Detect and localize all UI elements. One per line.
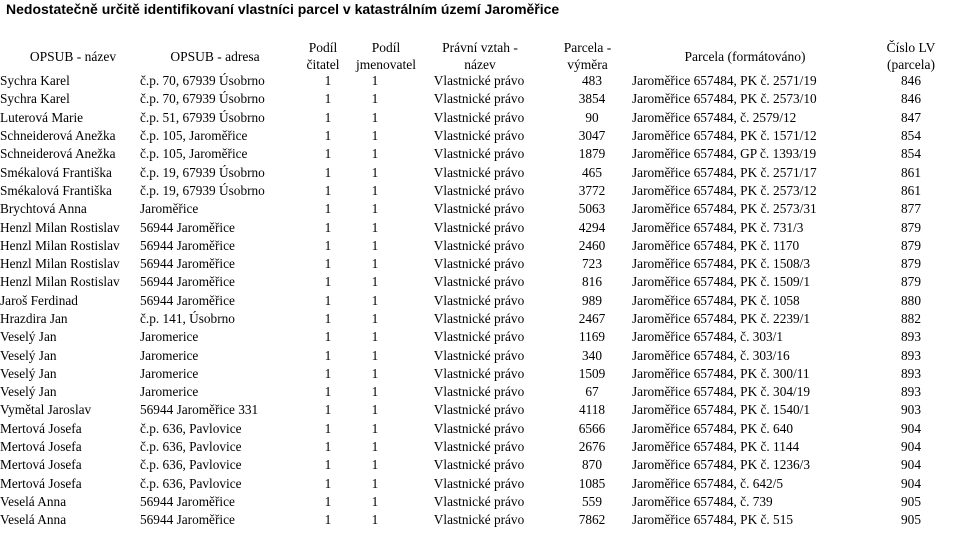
share-numerator-cell: 1 xyxy=(324,402,332,418)
lv-number-cell: 879 xyxy=(901,219,921,235)
owner-name-cell: Henzl Milan Rostislav xyxy=(0,274,120,290)
owner-address-cell: č.p. 19, 67939 Úsobrno xyxy=(140,182,265,198)
table-row xyxy=(0,401,960,419)
parcel-area-cell: 483 xyxy=(582,73,602,89)
owner-address-cell: č.p. 636, Pavlovice xyxy=(140,457,242,473)
legal-right-cell: Vlastnické právo xyxy=(433,256,525,272)
lv-number-cell: 904 xyxy=(901,420,921,436)
parcel-formatted-cell: Jaroměřice 657484, č. 739 xyxy=(632,493,773,509)
share-denominator-cell: 1 xyxy=(371,128,379,144)
legal-right-cell: Vlastnické právo xyxy=(433,182,525,198)
lv-number-cell: 880 xyxy=(901,292,921,308)
owner-name-cell: Jaroš Ferdinad xyxy=(0,292,78,308)
parcel-formatted-cell: Jaroměřice 657484, PK č. 1144 xyxy=(632,439,800,455)
table-row xyxy=(0,365,960,383)
parcel-area-cell: 1509 xyxy=(578,365,606,381)
legal-right-cell: Vlastnické právo xyxy=(433,512,525,528)
header-area-line2: výměra xyxy=(567,57,608,72)
parcel-area-cell: 870 xyxy=(582,457,602,473)
share-denominator-cell: 1 xyxy=(371,164,379,180)
header-lv-line2: (parcela) xyxy=(887,57,935,72)
parcel-formatted-cell: Jaroměřice 657484, PK č. 2571/19 xyxy=(632,73,817,89)
table-row xyxy=(0,127,960,145)
share-numerator-cell: 1 xyxy=(324,420,332,436)
owner-name-cell: Hrazdira Jan xyxy=(0,311,68,326)
share-numerator-cell: 1 xyxy=(324,109,332,125)
owner-name-cell: Veselý Jan xyxy=(0,347,57,363)
share-numerator-cell: 1 xyxy=(324,274,332,290)
legal-right-cell: Vlastnické právo xyxy=(433,201,525,217)
share-numerator-cell: 1 xyxy=(324,439,332,455)
owner-name-cell: Veselá Anna xyxy=(0,493,67,509)
owner-address-cell: č.p. 141, Úsobrno xyxy=(140,311,235,326)
parcel-formatted-cell: Jaroměřice 657484, PK č. 1509/1 xyxy=(632,274,810,290)
owner-name-cell: Veselá Anna xyxy=(0,512,67,528)
owner-address-cell: 56944 Jaroměřice xyxy=(140,237,235,253)
legal-right-cell: Vlastnické právo xyxy=(433,164,525,180)
parcel-formatted-cell: Jaroměřice 657484, PK č. 640 xyxy=(632,420,794,436)
share-numerator-cell: 1 xyxy=(324,329,332,345)
header-share-denominator-line2: jmenovatel xyxy=(356,57,416,72)
lv-number-cell: 854 xyxy=(901,146,921,162)
owner-name-cell: Schneiderová Anežka xyxy=(0,146,116,162)
owner-name-cell: Sychra Karel xyxy=(0,91,70,107)
owner-name-cell: Vymětal Jaroslav xyxy=(0,402,92,418)
parcel-table xyxy=(0,72,960,529)
lv-number-cell: 846 xyxy=(901,91,921,107)
share-numerator-cell: 1 xyxy=(324,91,332,107)
lv-number-cell: 893 xyxy=(901,365,921,381)
owner-address-cell: č.p. 636, Pavlovice xyxy=(140,439,242,455)
table-row xyxy=(0,292,960,310)
owner-address-cell: č.p. 636, Pavlovice xyxy=(140,420,242,436)
owner-name-cell: Veselý Jan xyxy=(0,329,57,345)
share-numerator-cell: 1 xyxy=(324,457,332,473)
parcel-area-cell: 2676 xyxy=(578,439,606,455)
header-right-line2: název xyxy=(464,57,496,72)
owner-address-cell: č.p. 19, 67939 Úsobrno xyxy=(140,164,265,180)
share-numerator-cell: 1 xyxy=(324,512,332,528)
parcel-area-cell: 340 xyxy=(582,347,602,363)
table-row xyxy=(0,273,960,291)
parcel-formatted-cell: Jaroměřice 657484, č. 303/1 xyxy=(632,329,784,345)
table-row xyxy=(0,511,960,529)
table-row xyxy=(0,493,960,511)
owner-name-cell: Henzl Milan Rostislav xyxy=(0,219,120,235)
table-row xyxy=(0,237,960,255)
parcel-formatted-cell: Jaroměřice 657484, PK č. 2573/31 xyxy=(632,201,817,217)
parcel-formatted-cell: Jaroměřice 657484, PK č. 1571/12 xyxy=(632,128,817,144)
share-denominator-cell: 1 xyxy=(371,457,379,473)
lv-number-cell: 847 xyxy=(901,109,921,125)
lv-number-cell: 879 xyxy=(901,237,921,253)
parcel-area-cell: 67 xyxy=(585,384,599,400)
owner-name-cell: Mertová Josefa xyxy=(0,475,82,491)
table-row xyxy=(0,90,960,108)
owner-address-cell: 56944 Jaroměřice xyxy=(140,292,235,308)
owner-address-cell: č.p. 51, 67939 Úsobrno xyxy=(140,109,265,125)
table-row xyxy=(0,163,960,181)
owner-address-cell: Jaromerice xyxy=(140,384,199,400)
owner-address-cell: č.p. 70, 67939 Úsobrno xyxy=(140,91,265,107)
owner-address-cell: č.p. 105, Jaroměřice xyxy=(140,128,248,144)
owner-name-cell: Sychra Karel xyxy=(0,73,70,89)
table-row xyxy=(0,72,960,90)
header-address-label: OPSUB - adresa xyxy=(170,48,260,64)
header-lv xyxy=(862,38,960,74)
header-share-numerator-line1: Podíl xyxy=(308,40,338,55)
header-area-line1: Parcela - xyxy=(563,40,612,55)
parcel-formatted-cell: Jaroměřice 657484, PK č. 1540/1 xyxy=(632,402,810,418)
parcel-formatted-cell: Jaroměřice 657484, PK č. 1170 xyxy=(632,237,800,253)
header-name xyxy=(8,38,138,74)
parcel-formatted-cell: Jaroměřice 657484, č. 2579/12 xyxy=(632,109,797,125)
parcel-formatted-cell: Jaroměřice 657484, PK č. 2571/17 xyxy=(632,164,817,180)
owner-name-cell: Brychtová Anna xyxy=(0,201,87,217)
parcel-area-cell: 1879 xyxy=(578,146,606,162)
parcel-formatted-cell: Jaroměřice 657484, č. 303/16 xyxy=(632,347,790,363)
parcel-area-cell: 90 xyxy=(585,109,599,125)
parcel-area-cell: 989 xyxy=(582,292,602,308)
parcel-area-cell: 2467 xyxy=(578,311,606,326)
share-numerator-cell: 1 xyxy=(324,256,332,272)
owner-address-cell: 56944 Jaroměřice 331 xyxy=(140,402,259,418)
header-area xyxy=(550,38,625,74)
share-denominator-cell: 1 xyxy=(371,512,379,528)
lv-number-cell: 877 xyxy=(901,201,921,217)
header-address xyxy=(150,38,280,74)
share-denominator-cell: 1 xyxy=(371,201,379,217)
owner-name-cell: Veselý Jan xyxy=(0,384,57,400)
owner-address-cell: Jaromerice xyxy=(140,365,199,381)
lv-number-cell: 903 xyxy=(901,402,921,418)
share-numerator-cell: 1 xyxy=(324,182,332,198)
parcel-area-cell: 465 xyxy=(582,164,602,180)
share-numerator-cell: 1 xyxy=(324,73,332,89)
table-row xyxy=(0,145,960,163)
owner-address-cell: Jaromerice xyxy=(140,329,199,345)
share-numerator-cell: 1 xyxy=(324,347,332,363)
header-right-line1: Právní vztah - xyxy=(442,40,518,55)
table-row xyxy=(0,218,960,236)
lv-number-cell: 905 xyxy=(901,512,921,528)
parcel-area-cell: 3854 xyxy=(578,91,606,107)
header-parcel xyxy=(650,38,840,74)
share-denominator-cell: 1 xyxy=(371,146,379,162)
owner-name-cell: Mertová Josefa xyxy=(0,420,82,436)
table-row xyxy=(0,310,960,328)
share-numerator-cell: 1 xyxy=(324,365,332,381)
owner-address-cell: 56944 Jaroměřice xyxy=(140,256,235,272)
owner-address-cell: 56944 Jaroměřice xyxy=(140,274,235,290)
share-numerator-cell: 1 xyxy=(324,201,332,217)
parcel-area-cell: 4118 xyxy=(578,402,606,418)
legal-right-cell: Vlastnické právo xyxy=(433,219,525,235)
share-numerator-cell: 1 xyxy=(324,475,332,491)
legal-right-cell: Vlastnické právo xyxy=(433,402,525,418)
parcel-area-cell: 1085 xyxy=(578,475,606,491)
table-row xyxy=(0,456,960,474)
parcel-formatted-cell: Jaroměřice 657484, PK č. 2573/10 xyxy=(632,91,817,107)
owner-address-cell: č.p. 70, 67939 Úsobrno xyxy=(140,73,265,89)
parcel-formatted-cell: Jaroměřice 657484, č. 642/5 xyxy=(632,475,784,491)
lv-number-cell: 905 xyxy=(901,493,921,509)
owner-name-cell: Smékalová Františka xyxy=(0,182,112,198)
owner-name-cell: Luterová Marie xyxy=(0,109,84,125)
header-share-denominator xyxy=(348,38,424,74)
share-denominator-cell: 1 xyxy=(371,91,379,107)
owner-name-cell: Mertová Josefa xyxy=(0,439,82,455)
legal-right-cell: Vlastnické právo xyxy=(433,146,525,162)
parcel-area-cell: 4294 xyxy=(578,219,606,235)
legal-right-cell: Vlastnické právo xyxy=(433,311,525,326)
share-denominator-cell: 1 xyxy=(371,73,379,89)
table-row xyxy=(0,200,960,218)
share-denominator-cell: 1 xyxy=(371,274,379,290)
legal-right-cell: Vlastnické právo xyxy=(433,237,525,253)
parcel-formatted-cell: Jaroměřice 657484, PK č. 2573/12 xyxy=(632,182,817,198)
share-denominator-cell: 1 xyxy=(371,256,379,272)
share-numerator-cell: 1 xyxy=(324,219,332,235)
owner-address-cell: Jaroměřice xyxy=(140,201,199,217)
parcel-area-cell: 816 xyxy=(582,274,602,290)
parcel-area-cell: 6566 xyxy=(578,420,606,436)
share-denominator-cell: 1 xyxy=(371,219,379,235)
legal-right-cell: Vlastnické právo xyxy=(433,274,525,290)
share-numerator-cell: 1 xyxy=(324,146,332,162)
legal-right-cell: Vlastnické právo xyxy=(433,384,525,400)
share-numerator-cell: 1 xyxy=(324,237,332,253)
share-numerator-cell: 1 xyxy=(324,493,332,509)
legal-right-cell: Vlastnické právo xyxy=(433,109,525,125)
table-body xyxy=(0,72,960,529)
share-denominator-cell: 1 xyxy=(371,420,379,436)
share-denominator-cell: 1 xyxy=(371,329,379,345)
share-denominator-cell: 1 xyxy=(371,311,379,326)
lv-number-cell: 854 xyxy=(901,128,921,144)
table-row xyxy=(0,346,960,364)
header-parcel-label: Parcela (formátováno) xyxy=(684,48,806,64)
parcel-area-cell: 2460 xyxy=(578,237,606,253)
lv-number-cell: 893 xyxy=(901,347,921,363)
parcel-area-cell: 559 xyxy=(582,493,602,509)
parcel-formatted-cell: Jaroměřice 657484, PK č. 300/11 xyxy=(632,365,810,381)
table-row xyxy=(0,383,960,401)
share-denominator-cell: 1 xyxy=(371,384,379,400)
parcel-formatted-cell: Jaroměřice 657484, PK č. 304/19 xyxy=(632,384,810,400)
legal-right-cell: Vlastnické právo xyxy=(433,365,525,381)
owner-address-cell: Jaromerice xyxy=(140,347,199,363)
owner-address-cell: č.p. 105, Jaroměřice xyxy=(140,146,248,162)
table-row xyxy=(0,109,960,127)
parcel-formatted-cell: Jaroměřice 657484, PK č. 2239/1 xyxy=(632,311,810,326)
parcel-area-cell: 3772 xyxy=(578,182,606,198)
lv-number-cell: 846 xyxy=(901,73,921,89)
share-numerator-cell: 1 xyxy=(324,128,332,144)
lv-number-cell: 893 xyxy=(901,384,921,400)
header-share-numerator xyxy=(293,38,353,74)
parcel-area-cell: 7862 xyxy=(578,512,606,528)
lv-number-cell: 879 xyxy=(901,256,921,272)
owner-address-cell: č.p. 636, Pavlovice xyxy=(140,475,242,491)
parcel-formatted-cell: Jaroměřice 657484, PK č. 731/3 xyxy=(632,219,804,235)
lv-number-cell: 893 xyxy=(901,329,921,345)
parcel-formatted-cell: Jaroměřice 657484, PK č. 1058 xyxy=(632,292,800,308)
lv-number-cell: 861 xyxy=(901,164,921,180)
parcel-area-cell: 3047 xyxy=(578,128,606,144)
parcel-formatted-cell: Jaroměřice 657484, PK č. 1236/3 xyxy=(632,457,810,473)
owner-name-cell: Henzl Milan Rostislav xyxy=(0,237,120,253)
lv-number-cell: 861 xyxy=(901,182,921,198)
share-denominator-cell: 1 xyxy=(371,402,379,418)
share-numerator-cell: 1 xyxy=(324,292,332,308)
legal-right-cell: Vlastnické právo xyxy=(433,128,525,144)
legal-right-cell: Vlastnické právo xyxy=(433,292,525,308)
parcel-formatted-cell: Jaroměřice 657484, GP č. 1393/19 xyxy=(632,146,817,162)
share-denominator-cell: 1 xyxy=(371,493,379,509)
share-denominator-cell: 1 xyxy=(371,182,379,198)
lv-number-cell: 904 xyxy=(901,439,921,455)
owner-address-cell: 56944 Jaroměřice xyxy=(140,493,235,509)
share-denominator-cell: 1 xyxy=(371,439,379,455)
header-name-label: OPSUB - název xyxy=(29,48,117,64)
legal-right-cell: Vlastnické právo xyxy=(433,73,525,89)
parcel-area-cell: 1169 xyxy=(578,329,606,345)
share-denominator-cell: 1 xyxy=(371,365,379,381)
table-row xyxy=(0,438,960,456)
legal-right-cell: Vlastnické právo xyxy=(433,493,525,509)
legal-right-cell: Vlastnické právo xyxy=(433,420,525,436)
parcel-area-cell: 5063 xyxy=(578,201,606,217)
header-share-denominator-line1: Podíl xyxy=(371,40,401,55)
legal-right-cell: Vlastnické právo xyxy=(433,439,525,455)
table-row xyxy=(0,420,960,438)
owner-address-cell: 56944 Jaroměřice xyxy=(140,512,235,528)
lv-number-cell: 904 xyxy=(901,475,921,491)
share-denominator-cell: 1 xyxy=(371,109,379,125)
owner-address-cell: 56944 Jaroměřice xyxy=(140,219,235,235)
parcel-formatted-cell: Jaroměřice 657484, PK č. 515 xyxy=(632,512,794,528)
page-title: Nedostatečně určitě identifikovaní vlastníci parcel v katastrálním území Jaroměřice xyxy=(6,1,560,17)
owner-name-cell: Schneiderová Anežka xyxy=(0,128,116,144)
share-numerator-cell: 1 xyxy=(324,311,332,326)
lv-number-cell: 879 xyxy=(901,274,921,290)
owner-name-cell: Henzl Milan Rostislav xyxy=(0,256,120,272)
table-row xyxy=(0,475,960,493)
share-denominator-cell: 1 xyxy=(371,475,379,491)
owner-name-cell: Mertová Josefa xyxy=(0,457,82,473)
table-row xyxy=(0,328,960,346)
table-row xyxy=(0,255,960,273)
share-numerator-cell: 1 xyxy=(324,164,332,180)
parcel-formatted-cell: Jaroměřice 657484, PK č. 1508/3 xyxy=(632,256,810,272)
header-share-numerator-line2: čitatel xyxy=(306,57,340,72)
legal-right-cell: Vlastnické právo xyxy=(433,91,525,107)
lv-number-cell: 904 xyxy=(901,457,921,473)
share-denominator-cell: 1 xyxy=(371,347,379,363)
share-numerator-cell: 1 xyxy=(324,384,332,400)
legal-right-cell: Vlastnické právo xyxy=(433,347,525,363)
header-right xyxy=(425,38,535,74)
share-denominator-cell: 1 xyxy=(371,237,379,253)
header-lv-line1: Číslo LV xyxy=(886,40,936,55)
table-row xyxy=(0,182,960,200)
legal-right-cell: Vlastnické právo xyxy=(433,329,525,345)
share-denominator-cell: 1 xyxy=(371,292,379,308)
lv-number-cell: 882 xyxy=(901,311,921,326)
owner-name-cell: Smékalová Františka xyxy=(0,164,112,180)
owner-name-cell: Veselý Jan xyxy=(0,365,57,381)
legal-right-cell: Vlastnické právo xyxy=(433,457,525,473)
legal-right-cell: Vlastnické právo xyxy=(433,475,525,491)
parcel-area-cell: 723 xyxy=(582,256,602,272)
